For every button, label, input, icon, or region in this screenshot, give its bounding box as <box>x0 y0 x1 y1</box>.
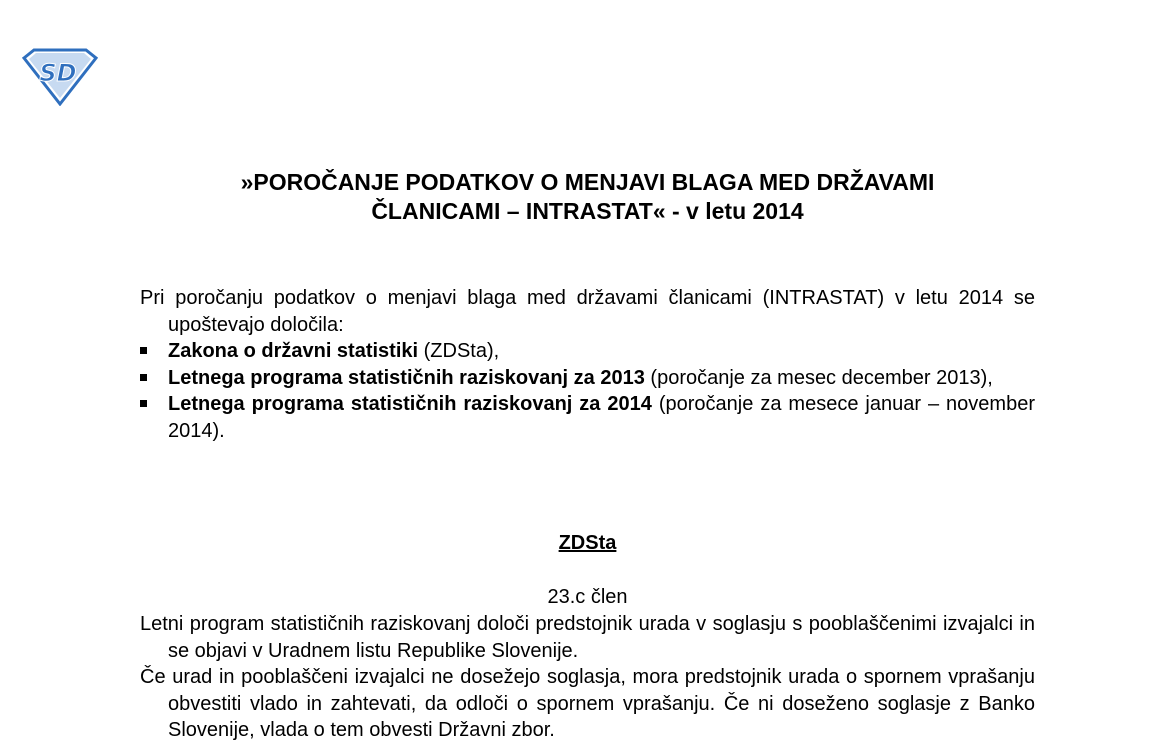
title-line-1: »POROČANJE PODATKOV O MENJAVI BLAGA MED DRŽAVAMI <box>240 169 935 195</box>
article-number: 23.c člen <box>547 586 628 608</box>
list-item-bold: Letnega programa statističnih raziskovanj za 2013 <box>168 366 645 389</box>
document-title <box>140 168 1035 226</box>
article-paragraph: Letni program statističnih raziskovanj določi predstojnik urada v soglasju s pooblaščenimi izvajalci in se objavi v Uradnem listu Republike Slovenije. <box>140 613 1035 662</box>
bullet-icon <box>140 400 147 407</box>
list-item-bold: Letnega programa statističnih raziskovanj za 2014 <box>168 393 652 415</box>
bullet-icon <box>140 374 147 381</box>
list-item-rest: (ZDSta), <box>418 340 500 362</box>
list-item <box>140 338 1035 365</box>
title-line-2: ČLANICAMI – INTRASTAT« - v letu 2014 <box>371 198 804 224</box>
section-heading <box>140 530 1035 556</box>
regulation-list <box>140 338 1035 444</box>
list-item-rest: (poročanje za mesec december 2013), <box>644 366 993 389</box>
sd-logo <box>22 48 98 106</box>
section-heading-text: ZDSta <box>558 532 617 554</box>
list-item <box>140 391 1035 444</box>
list-item <box>140 365 1035 392</box>
list-item-rest: (poročanje za mesece januar – november 2014). <box>168 393 1035 442</box>
intro-block <box>140 285 1035 444</box>
article-paragraph: Če urad in pooblaščeni izvajalci ne dosežejo soglasja, mora predstojnik urada o spornem vprašanju obvestiti vlado in zahtevati, da odloči o spornem vprašanju. Če ni doseženo soglasje z Banko Slovenije, vlada o tem obvesti Državni zbor. <box>140 666 1035 741</box>
logo-letters: SD <box>39 59 77 87</box>
bullet-icon <box>140 347 147 354</box>
intro-paragraph: Pri poročanju podatkov o menjavi blaga med državami članicami (INTRASTAT) v letu 2014 se upoštevajo določila: <box>140 287 1035 336</box>
list-item-bold: Zakona o državni statistiki <box>168 340 419 362</box>
article-body <box>140 611 1035 744</box>
sd-shield-icon <box>22 48 98 106</box>
